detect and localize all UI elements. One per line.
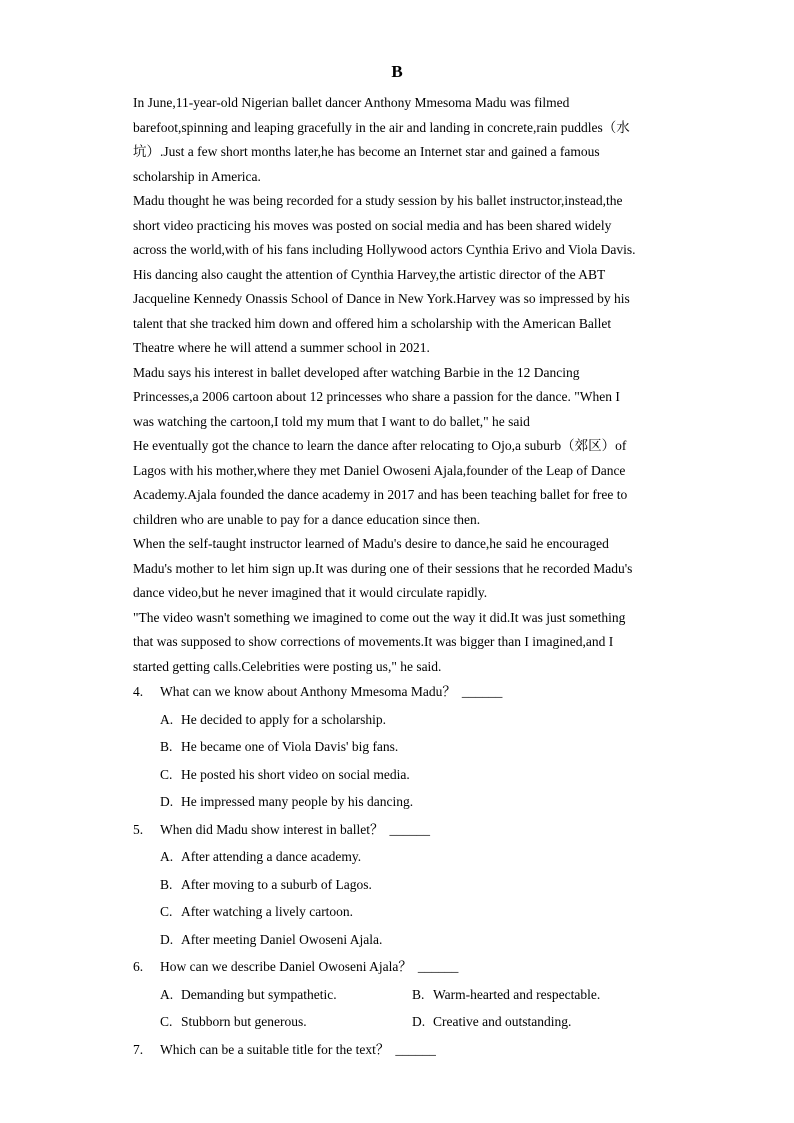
answer-option: [160, 926, 412, 954]
option-letter: C.: [160, 904, 173, 919]
option-letter: C.: [160, 766, 173, 782]
passage-line: 坑）.Just a few short months later,he has become an Internet star and gained a famous: [133, 144, 600, 159]
section-title: B: [391, 62, 403, 81]
option-row: [133, 926, 693, 954]
option-row: [133, 843, 693, 871]
passage-line: When the self-taught instructor learned of Madu's desire to dance,he said he encouraged: [133, 536, 609, 551]
question-stem: Which can be a suitable title for the text？: [160, 1041, 390, 1057]
answer-option: [160, 981, 412, 1009]
option-letter: D.: [412, 1014, 426, 1029]
question: [133, 816, 693, 954]
question-stem: What can we know about Anthony Mmesoma Madu？: [160, 684, 456, 699]
option-text: Stubborn but generous.: [181, 1014, 307, 1029]
passage-line: Princesses,a 2006 cartoon about 12 princesses who share a passion for the dance. "When I: [133, 389, 620, 404]
passage-paragraph: [133, 606, 673, 680]
question-stem: How can we describe Daniel Owoseni Ajala？: [160, 959, 412, 974]
option-letter: A.: [160, 986, 174, 1002]
passage-paragraph: [133, 361, 673, 435]
passage-paragraph: [133, 532, 673, 606]
passage-line: "The video wasn't something we imagined to come out the way it did.It was just something: [133, 609, 626, 625]
answer-option: [160, 706, 412, 734]
answer-option: [160, 871, 412, 899]
option-row: [133, 788, 693, 816]
option-row: [133, 898, 693, 926]
answer-blank: ______: [395, 1041, 436, 1057]
option-text: Creative and outstanding.: [433, 1014, 572, 1029]
passage-line: He eventually got the chance to learn the dance after relocating to Ojo,a suburb（郊区）of: [133, 438, 627, 453]
answer-option: [160, 843, 412, 871]
question-stem-row: [133, 816, 693, 844]
passage-line: Academy.Ajala founded the dance academy in 2017 and has been teaching ballet for free to: [133, 487, 628, 502]
passage-paragraph: [133, 434, 673, 532]
option-text: He posted his short video on social media.: [181, 766, 410, 782]
option-letter: A.: [160, 849, 174, 864]
passage: [133, 91, 673, 679]
option-row: [133, 1008, 693, 1036]
passage-line: started getting calls.Celebrities were posting us," he said.: [133, 658, 442, 674]
question: [133, 678, 693, 816]
option-row: [133, 761, 693, 789]
passage-line: barefoot,spinning and leaping gracefully in the air and landing in concrete,rain puddles（水: [133, 119, 630, 135]
passage-line: children who are unable to pay for a dance education since then.: [133, 511, 481, 527]
option-text: He decided to apply for a scholarship.: [181, 711, 387, 727]
passage-line: scholarship in America.: [133, 168, 261, 184]
question-number: 6.: [133, 959, 144, 974]
question-number: 4.: [133, 684, 144, 699]
question-number: 5.: [133, 821, 144, 837]
option-text: Demanding but sympathetic.: [181, 986, 337, 1002]
option-letter: D.: [160, 931, 174, 947]
answer-option: [160, 1008, 412, 1036]
option-row: [133, 706, 693, 734]
answer-option: [160, 761, 412, 789]
answer-option: [160, 733, 412, 761]
passage-line: In June,11-year-old Nigerian ballet dancer Anthony Mmesoma Madu was filmed: [133, 95, 570, 110]
option-row: [133, 733, 693, 761]
question-stem-row: [133, 1036, 693, 1064]
question-stem-row: [133, 678, 693, 706]
answer-blank: ______: [461, 684, 503, 699]
passage-line: that was supposed to show corrections of movements.It was bigger than I imagined,and I: [133, 634, 614, 649]
question-stem: When did Madu show interest in ballet？: [160, 821, 384, 837]
answer-blank: ______: [417, 959, 459, 974]
option-text: He became one of Viola Davis' big fans.: [181, 739, 399, 754]
passage-line: Theatre where he will attend a summer school in 2021.: [133, 340, 430, 355]
passage-line: Lagos with his mother,where they met Daniel Owoseni Ajala,founder of the Leap of Dance: [133, 462, 626, 478]
option-row: [133, 981, 693, 1009]
passage-line: was watching the cartoon,I told my mum that I want to do ballet," he said: [133, 413, 530, 429]
option-text: He impressed many people by his dancing.: [181, 794, 414, 809]
option-letter: D.: [160, 794, 174, 809]
answer-option: [160, 898, 412, 926]
answer-option: [412, 981, 664, 1009]
passage-paragraph: [133, 189, 673, 361]
option-letter: C.: [160, 1014, 173, 1029]
option-letter: A.: [160, 711, 174, 727]
passage-line: dance video,but he never imagined that it would circulate rapidly.: [133, 585, 488, 600]
passage-line: Jacqueline Kennedy Onassis School of Dance in New York.Harvey was so impressed by his: [133, 291, 630, 306]
option-letter: B.: [412, 986, 425, 1002]
answer-option: [160, 788, 412, 816]
option-letter: B.: [160, 876, 173, 892]
option-text: After attending a dance academy.: [181, 849, 362, 864]
question: [133, 953, 693, 1036]
questions: [133, 678, 693, 1063]
question-stem-row: [133, 953, 693, 981]
passage-line: short video practicing his moves was posted on social media and has been shared widely: [133, 217, 612, 233]
question: [133, 1036, 693, 1064]
option-text: After watching a lively cartoon.: [181, 904, 354, 919]
passage-line: Madu's mother to let him sign up.It was during one of their sessions that he recorded Madu's: [133, 560, 633, 576]
option-text: After moving to a suburb of Lagos.: [181, 876, 372, 892]
question-number: 7.: [133, 1041, 144, 1057]
answer-option: [412, 1008, 664, 1036]
option-text: Warm-hearted and respectable.: [433, 986, 601, 1002]
passage-line: talent that she tracked him down and offered him a scholarship with the American Ballet: [133, 315, 612, 331]
option-letter: B.: [160, 739, 173, 754]
option-text: After meeting Daniel Owoseni Ajala.: [181, 931, 383, 947]
passage-paragraph: [133, 91, 673, 189]
passage-line: His dancing also caught the attention of Cynthia Harvey,the artistic director of the ABT: [133, 266, 606, 282]
passage-line: across the world,with of his fans including Hollywood actors Cynthia Erivo and Viola Davis.: [133, 242, 636, 257]
option-row: [133, 871, 693, 899]
passage-line: Madu says his interest in ballet developed after watching Barbie in the 12 Dancing: [133, 364, 580, 380]
passage-line: Madu thought he was being recorded for a study session by his ballet instructor,instead,the: [133, 193, 623, 208]
answer-blank: ______: [389, 821, 430, 837]
